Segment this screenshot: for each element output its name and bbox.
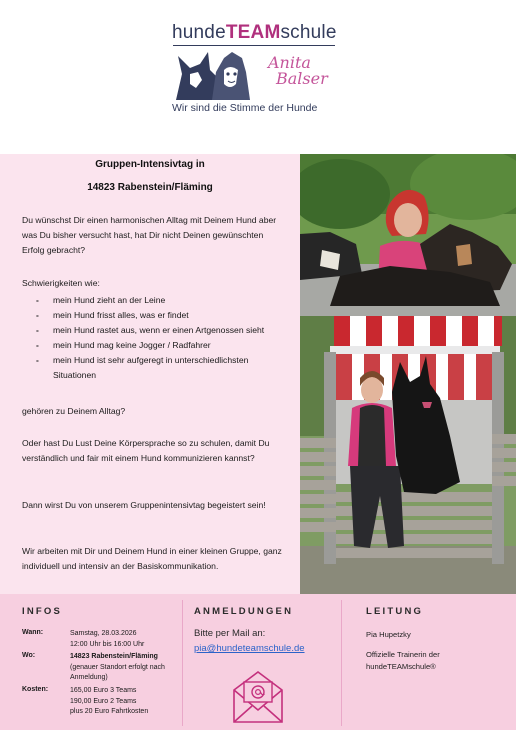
enthusiasm-paragraph: Dann wirst Du von unserem Gruppenintensivtag begeistert sein!	[22, 500, 266, 510]
column-divider	[341, 600, 342, 726]
work-paragraph: Wir arbeiten mit Dir und Deinem Hund in einer kleinen Gruppe, ganz individuell und intensiv an der Basiskommunikation.	[22, 546, 282, 571]
infos-heading: INFOS	[22, 606, 63, 617]
anmeldung-text: Bitte per Mail an:	[194, 628, 266, 639]
mail-at-icon	[232, 670, 284, 724]
email-link[interactable]: pia@hundeteamschule.de	[194, 643, 305, 654]
intro-paragraph: Du wünschst Dir einen harmonischen Alltag mit Deinem Hund aber was Du bisher versucht hast, hat Dir nicht Deinen gewünschten Erfolg gebracht?	[22, 215, 277, 255]
cost-value: 165,00 Euro 3 Teams 190,00 Euro 2 Teams plus 20 Euro Fahrtkosten	[70, 687, 149, 715]
main-content	[0, 154, 300, 594]
page-title: Gruppen-Intensivtag in	[95, 159, 205, 170]
difficulties-label: Schwierigkeiten wie:	[22, 278, 100, 288]
cost-label: Kosten:	[22, 686, 49, 693]
photo-woman-with-dogs	[300, 154, 516, 316]
when-label: Wann:	[22, 629, 44, 636]
list-item: - mein Hund ist sehr aufgeregt in unterschiedlichsten Situationen	[36, 353, 286, 383]
difficulties-list	[36, 293, 286, 383]
where-label: Wo:	[22, 652, 36, 659]
trainer-name: Pia Hupetzky	[366, 630, 411, 639]
anmeldung-heading: ANMELDUNGEN	[194, 606, 294, 617]
header	[0, 0, 516, 152]
list-item: - mein Hund mag keine Jogger / Radfahrer	[36, 338, 286, 353]
logo-signature: Anita Balser	[268, 53, 328, 88]
brand-logo: hundeTEAMschule	[172, 22, 337, 43]
question-paragraph: Oder hast Du Lust Deine Körpersprache so zu schulen, damit Du verständlich und fair mit einem Hund kommunizieren kannst?	[22, 438, 270, 463]
list-item: - mein Hund rastet aus, wenn er einen Artgenossen sieht	[36, 323, 286, 338]
leitung-heading: LEITUNG	[366, 606, 424, 617]
page-subtitle: 14823 Rabenstein/Fläming	[87, 182, 213, 193]
trainer-role: Offizielle Trainerin der hundeTEAMschule®	[366, 650, 440, 671]
where-value: 14823 Rabenstein/Fläming (genauer Standort erfolgt nach Anmeldung)	[70, 653, 165, 681]
logo-slogan: Wir sind die Stimme der Hunde	[172, 102, 318, 114]
list-item: - mein Hund zieht an der Leine	[36, 293, 286, 308]
photo-beach-chair	[300, 316, 516, 594]
dog-logo-icon	[172, 44, 262, 102]
when-value: Samstag, 28.03.2026 12:00 Uhr bis 16:00 Uhr	[70, 630, 145, 648]
difficulties-end: gehören zu Deinem Alltag?	[22, 406, 126, 416]
list-item: - mein Hund frisst alles, was er findet	[36, 308, 286, 323]
